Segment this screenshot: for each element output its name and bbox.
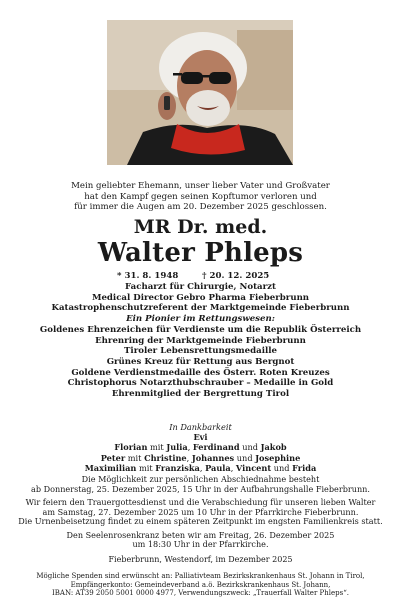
separator: , xyxy=(199,462,203,473)
donation-line: Mögliche Spenden sind erwünscht an: Palliativteam Bezirkskrankenhaus St. Johann in Tirol, xyxy=(36,572,365,580)
birth-date: * 31. 8. 1948 xyxy=(117,271,179,281)
mourner-name: Frida xyxy=(292,462,317,473)
connector-word: mit xyxy=(138,462,153,473)
honor-line: Ehrenring der Marktgemeinde Fieberbrunn xyxy=(95,335,306,346)
funeral-info xyxy=(0,475,401,550)
info-line: am Samstag, 27. Dezember 2025 um 10 Uhr in der Pfarrkirche Fieberbrunn. xyxy=(42,506,359,517)
info-line: Die Möglichkeit zur persönlichen Abschiednahme besteht xyxy=(81,474,320,484)
mourner-name: Ferdinand xyxy=(192,442,240,453)
intro-line: Mein geliebter Ehemann, unser lieber Vater und Großvater xyxy=(71,181,330,191)
connector-word: und xyxy=(273,462,290,473)
honor-line: Ehrenmitglied der Bergrettung Tirol xyxy=(111,389,290,400)
mourner-name: Christine xyxy=(144,452,187,463)
connector-word: mit xyxy=(127,452,142,463)
mourner-name: Florian xyxy=(114,442,148,453)
mourner-name: Peter xyxy=(100,452,126,463)
intro-line: für immer die Augen am 20. Dezember 2025 geschlossen. xyxy=(74,202,327,213)
separator: , xyxy=(186,452,190,463)
intro-line: hat den Kampf gegen seinen Kopftumor verloren und xyxy=(84,191,317,202)
honor-line: Grünes Kreuz für Rettung aus Bergnot xyxy=(106,356,295,367)
mourner-name: Maximilian xyxy=(84,462,137,473)
honor-line: Goldenes Ehrenzeichen für Verdienste um die Republik Österreich xyxy=(39,324,362,335)
mourner-name: Johannes xyxy=(191,452,235,463)
pioneer-heading: Ein Pionier im Rettungswesen: xyxy=(126,314,275,325)
role-line: Medical Director Gebro Pharma Fieberbrunn xyxy=(91,292,310,303)
mourner-name: Julia xyxy=(166,442,188,453)
connector-word: und xyxy=(242,442,258,453)
donation-line: IBAN: AT39 2050 5001 0000 4977, Verwendungszweck: „Trauerfall Walter Phleps“. xyxy=(52,589,349,597)
deceased-name: Walter Phleps xyxy=(97,238,304,268)
info-line: Wir feiern den Trauergottesdienst und die Verabschiedung für unseren lieben Walter xyxy=(25,497,376,507)
death-date: † 20. 12. 2025 xyxy=(202,271,270,281)
portrait-photo xyxy=(107,20,293,165)
info-line: um 18:30 Uhr in der Pfarrkirche. xyxy=(132,539,269,549)
portrait-illustration xyxy=(107,20,293,165)
mourner-name: Franziska xyxy=(155,462,200,473)
mourner-name: Josephine xyxy=(255,452,301,463)
info-line: ab Donnerstag, 25. Dezember 2025, 15 Uhr in der Aufbahrungshalle Fieberbrunn. xyxy=(31,483,370,494)
role-line: Katastrophenschutzreferent der Marktgemeinde Fieberbrunn xyxy=(51,303,350,314)
mourner-name: Jakob xyxy=(260,442,287,453)
academic-title: MR Dr. med. xyxy=(133,216,268,238)
mourner-name: Paula xyxy=(205,462,231,473)
separator: , xyxy=(230,462,234,473)
mourner-family-line xyxy=(0,463,401,473)
mourner-family-line xyxy=(0,442,401,452)
honor-line: Tiroler Lebensrettungsmedaille xyxy=(124,346,277,357)
career-and-honors xyxy=(0,282,401,400)
mourner-family-line xyxy=(0,453,401,463)
connector-word: mit xyxy=(150,442,164,453)
intro-text xyxy=(0,181,401,213)
connector-word: und xyxy=(236,452,253,463)
thanks-heading: In Dankbarkeit xyxy=(169,422,232,432)
honor-line: Christophorus Notarzthubschrauber – Medaille in Gold xyxy=(67,378,334,389)
donation-note xyxy=(0,572,401,598)
mourners-list xyxy=(0,422,401,473)
info-line: Die Urnenbeisetzung findet zu einem späteren Zeitpunkt im engsten Familienkreis statt. xyxy=(18,516,383,526)
role-line: Facharzt für Chirurgie, Notarzt xyxy=(125,282,276,292)
info-line: Den Seelenrosenkranz beten wir am Freitag, 26. Dezember 2025 xyxy=(66,529,335,540)
honor-line: Goldene Verdienstmedaille des Österr. Roten Kreuzes xyxy=(71,367,330,378)
separator: , xyxy=(187,442,191,453)
mourner-name: Vincent xyxy=(235,462,272,473)
place-and-date: Fieberbrunn, Westendorf, im Dezember 2025 xyxy=(108,555,293,564)
donation-line: Empfängerkonto: Gemeindeverband a.ö. Bezirkskrankenhaus St. Johann, xyxy=(70,580,331,589)
mourner-wife: Evi xyxy=(193,432,208,443)
